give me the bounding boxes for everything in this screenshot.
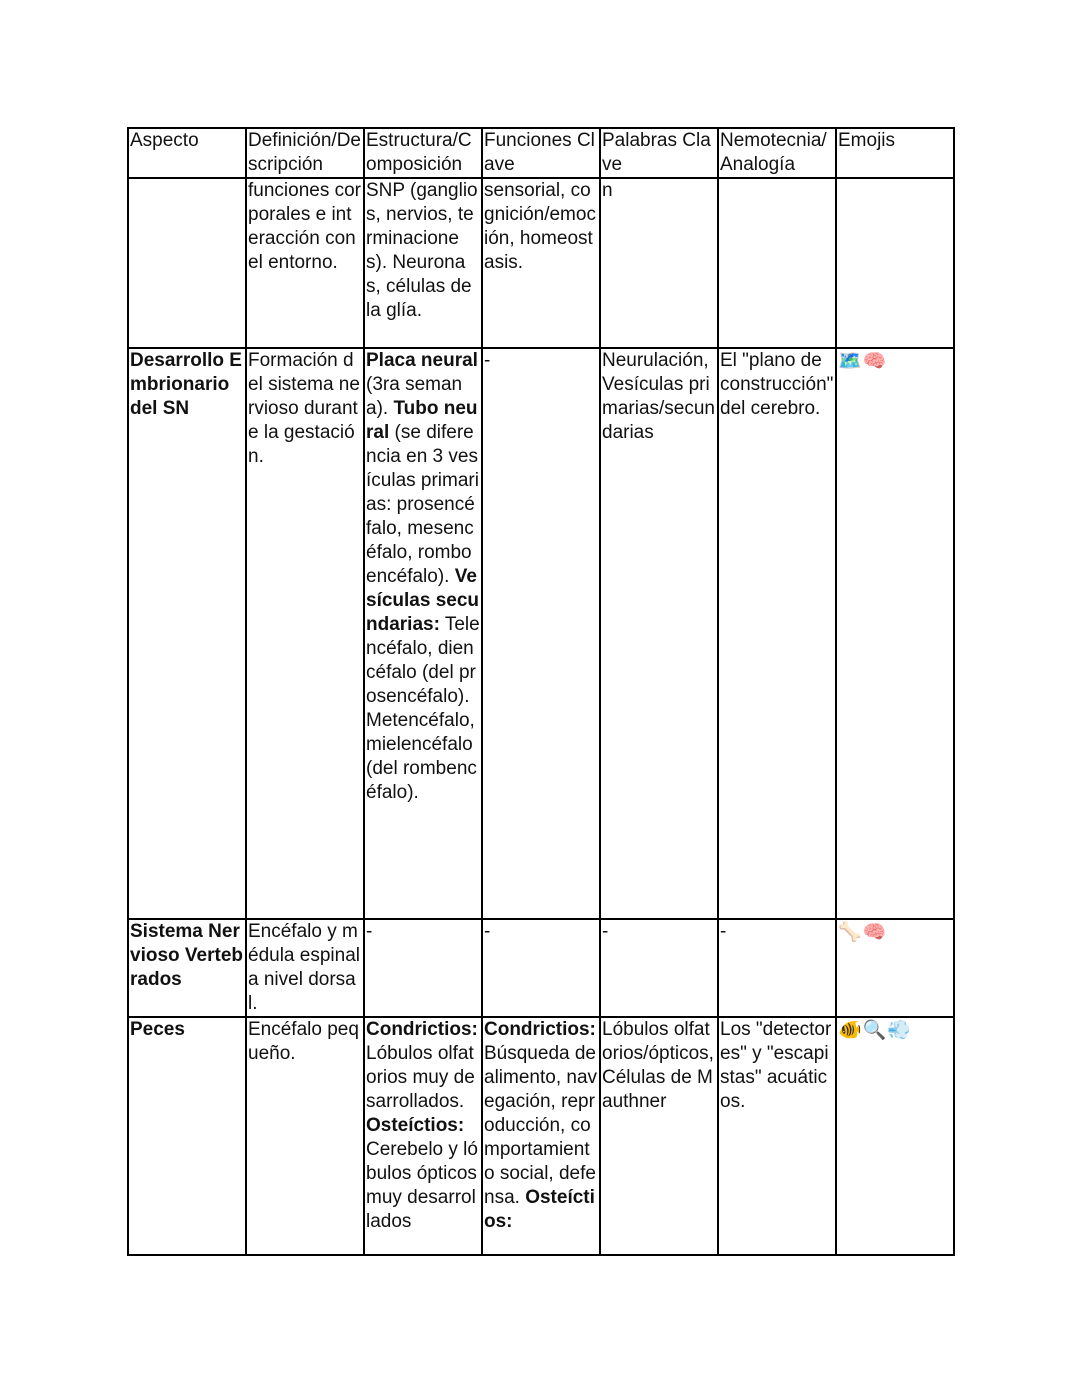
table-row: [128, 348, 954, 919]
structure-text: (3ra semana).: [366, 374, 463, 419]
keywords-cell: Neurulación, Vesículas primarias/secundarias: [600, 348, 718, 919]
mnemonic-cell: -: [718, 919, 836, 1017]
table-row: [128, 178, 954, 348]
table-row: [128, 919, 954, 1017]
functions-term: Osteíctios:: [484, 1187, 595, 1232]
definition-cell: Encéfalo pequeño.: [246, 1017, 364, 1255]
definition-cell: Encéfalo y médula espinal a nivel dorsal.: [246, 919, 364, 1017]
structure-text: Telencéfalo, diencéfalo (del prosencéfalo). Metencéfalo, mielencéfalo (del rombencéfalo).: [366, 614, 480, 803]
functions-text: Búsqueda de alimento, navegación, reproducción, comportamiento social, defensa.: [484, 1043, 598, 1208]
functions-cell: [482, 348, 600, 919]
structure-term: Placa neural: [366, 350, 478, 371]
structure-text: Cerebelo y lóbulos ópticos muy desarrollados: [366, 1139, 478, 1232]
structure-cell: [364, 178, 482, 348]
header-cell-emojis: Emojis: [836, 128, 954, 178]
structure-text: (se diferencia en 3 vesículas primarias: prosencéfalo, mesencéfalo, romboencéfalo).: [366, 422, 479, 587]
emojis-cell: 🗺️🧠: [836, 348, 954, 919]
keywords-cell: Lóbulos olfatorios/ópticos, Células de Mauthner: [600, 1017, 718, 1255]
emojis-cell: 🦴🧠: [836, 919, 954, 1017]
header-cell-nemotecnia: Nemotecnia/ Analogía: [718, 128, 836, 178]
structure-term: Vesículas secundarias:: [366, 566, 480, 635]
definition-cell: Formación del sistema nervioso durante la gestación.: [246, 348, 364, 919]
functions-cell: [482, 1017, 600, 1255]
header-cell-aspecto: Aspecto: [128, 128, 246, 178]
structure-cell: [364, 348, 482, 919]
aspect-cell: Sistema Nervioso Vertebrados: [128, 919, 246, 1017]
definition-cell: funciones corporales e interacción con el entorno.: [246, 178, 364, 348]
structure-text: -: [366, 921, 373, 942]
mnemonic-cell: El "plano de construcción" del cerebro.: [718, 348, 836, 919]
structure-cell: [364, 1017, 482, 1255]
mnemonic-cell: Los "detectores" y "escapistas" acuáticos.: [718, 1017, 836, 1255]
header-cell-funciones: Funciones Clave: [482, 128, 600, 178]
aspect-cell: Desarrollo Embrionario del SN: [128, 348, 246, 919]
functions-cell: [482, 919, 600, 1017]
notes-table: [127, 127, 955, 1256]
structure-cell: [364, 919, 482, 1017]
header-cell-definicion: Definición/Descripción: [246, 128, 364, 178]
aspect-cell: [128, 178, 246, 348]
structure-text: Lóbulos olfatorios muy desarrollados.: [366, 1043, 475, 1112]
header-cell-estructura: Estructura/Composición: [364, 128, 482, 178]
functions-text: -: [484, 921, 491, 942]
structure-term: Osteíctios:: [366, 1115, 465, 1136]
functions-term: Condrictios:: [484, 1019, 596, 1040]
structure-text: SNP (ganglios, nervios, terminaciones). Neuronas, células de la glía.: [366, 180, 478, 321]
table-row: [128, 1017, 954, 1255]
functions-text: -: [484, 350, 491, 371]
functions-cell: [482, 178, 600, 348]
structure-term: Tubo neural: [366, 398, 478, 443]
keywords-cell: -: [600, 919, 718, 1017]
mnemonic-cell: [718, 178, 836, 348]
aspect-cell: Peces: [128, 1017, 246, 1255]
structure-term: Condrictios:: [366, 1019, 478, 1040]
keywords-cell: n: [600, 178, 718, 348]
table-header-row: [128, 128, 954, 178]
functions-text: sensorial, cognición/emoción, homeostasis.: [484, 180, 596, 273]
emojis-cell: [836, 178, 954, 348]
header-cell-palabras: Palabras Clave: [600, 128, 718, 178]
emojis-cell: 🐠🔍💨: [836, 1017, 954, 1255]
